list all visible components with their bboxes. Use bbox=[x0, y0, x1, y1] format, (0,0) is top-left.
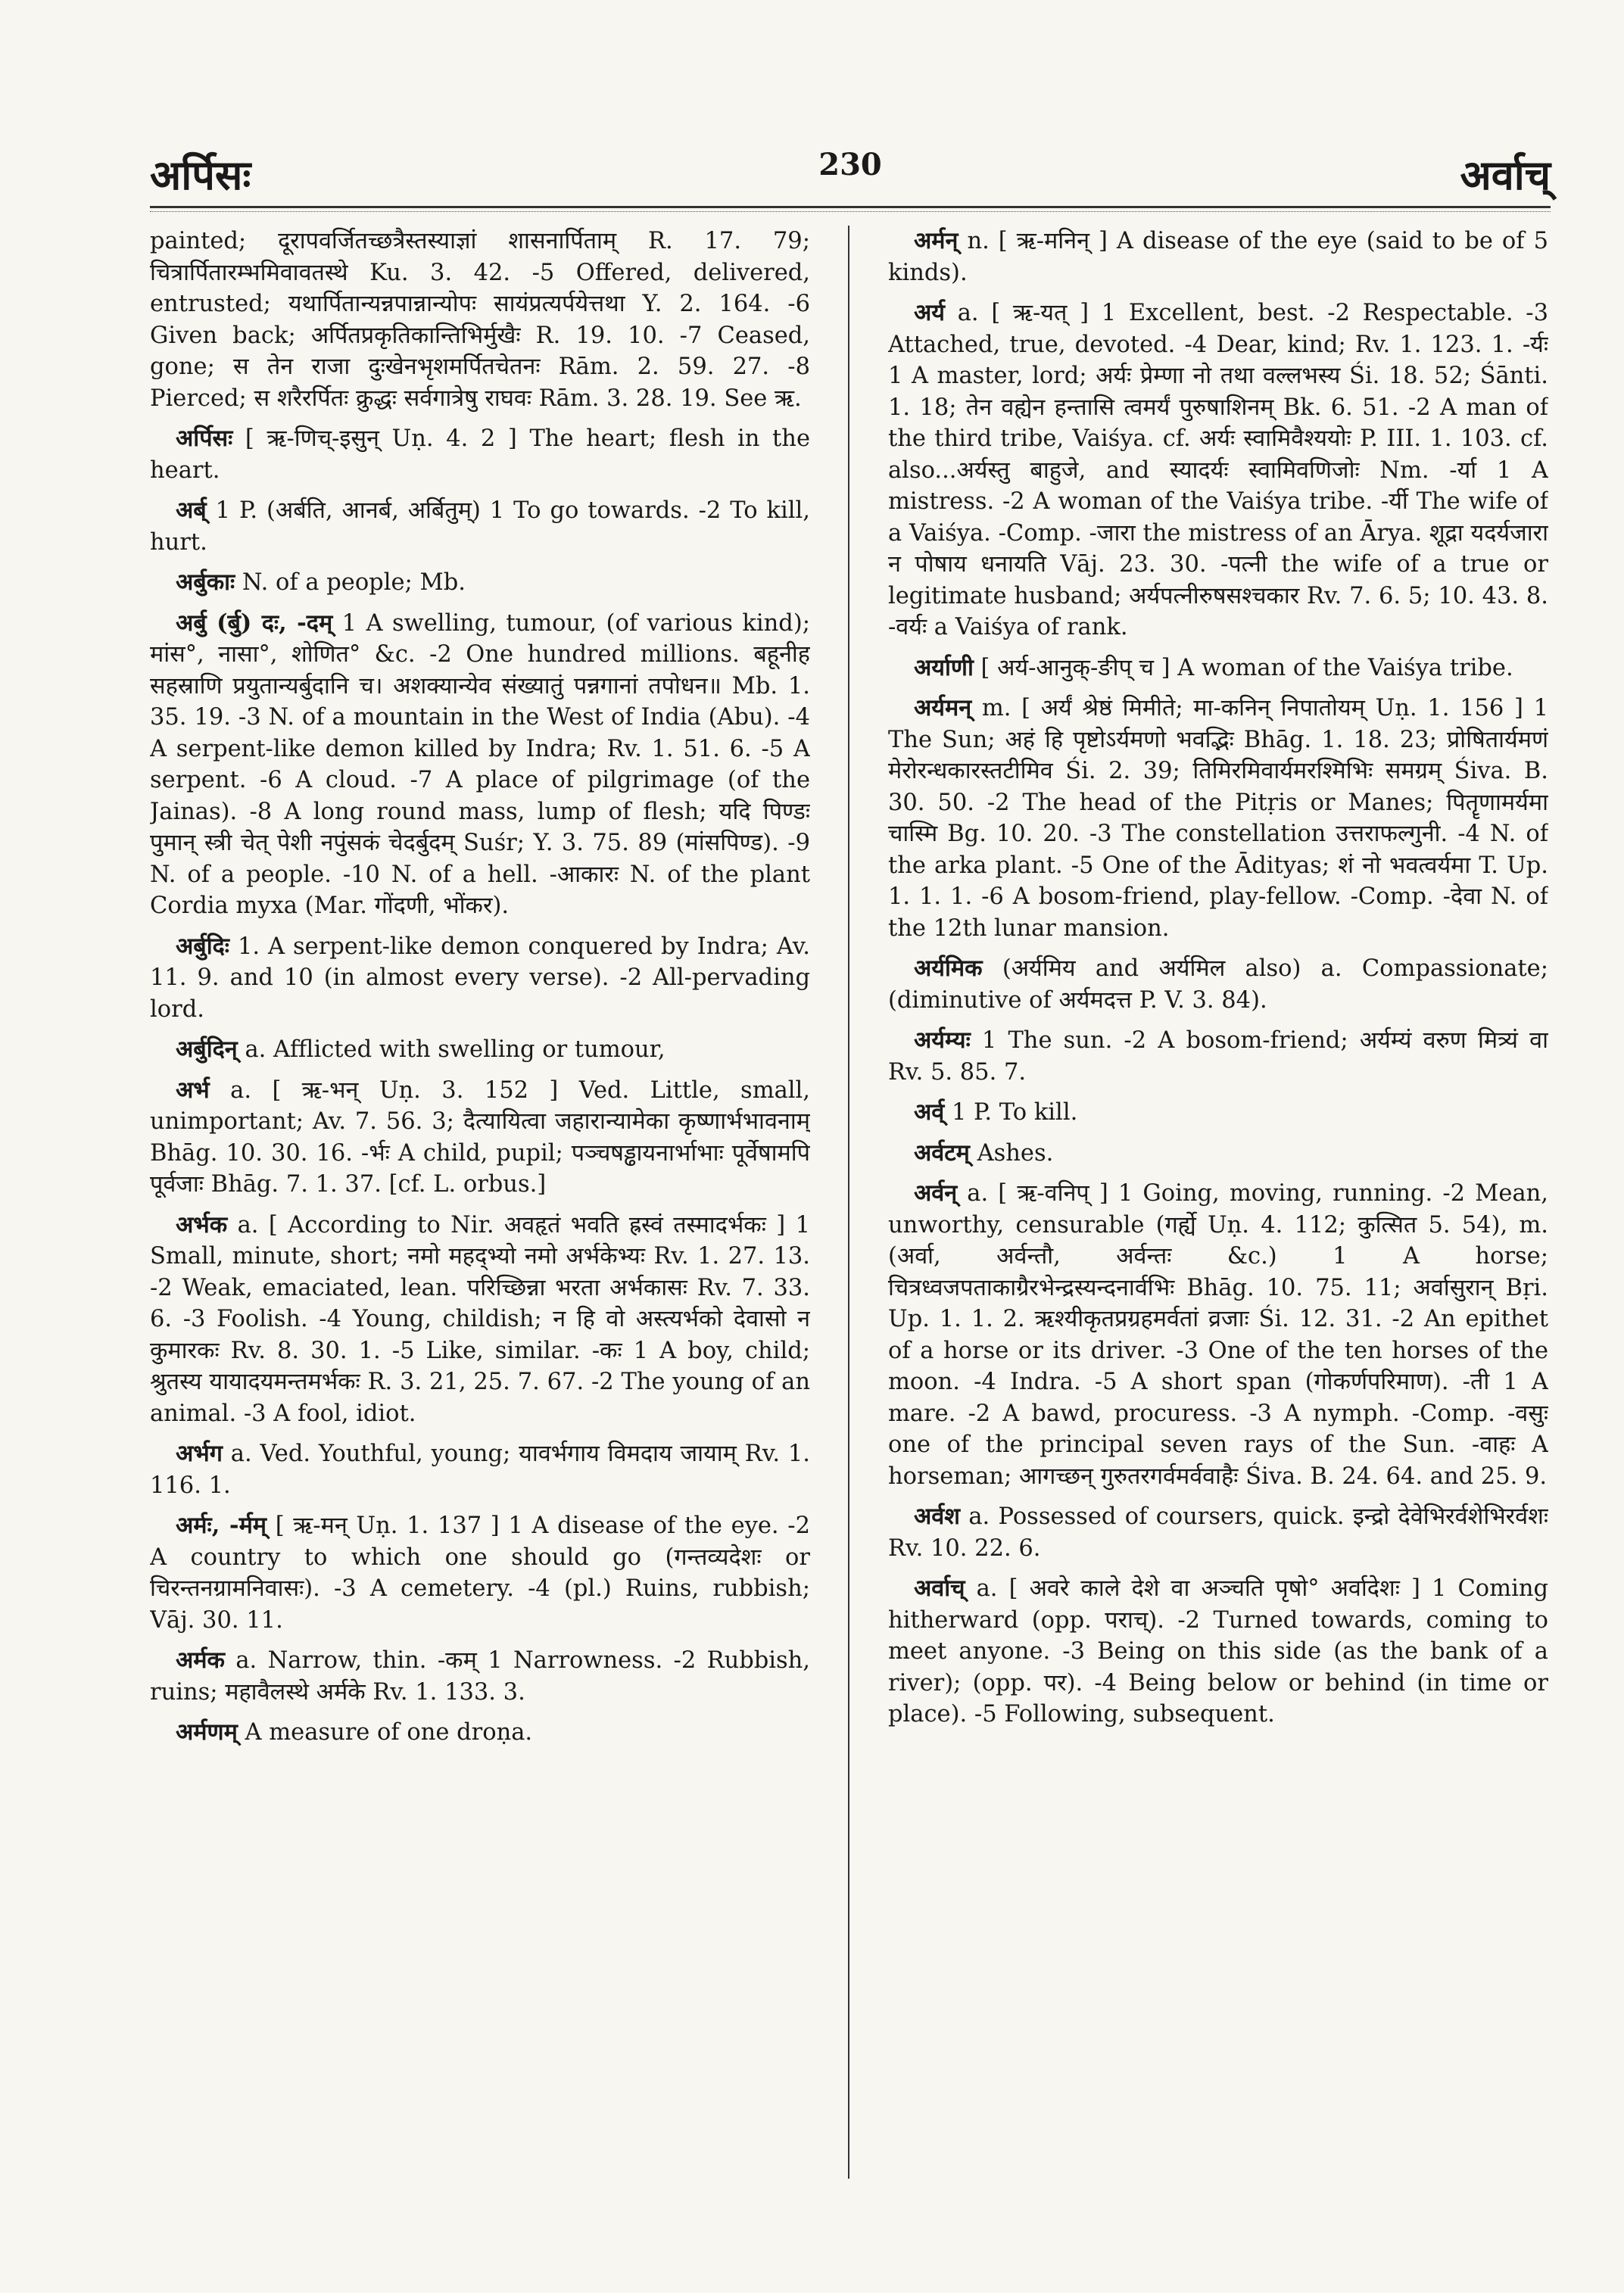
dictionary-entry bbox=[888, 1573, 1548, 1731]
entry-headword: अर्व् bbox=[914, 1098, 945, 1126]
entry-headword: अर्भक bbox=[176, 1210, 228, 1238]
entry-definition: 1 A swelling, tumour, (of various kind); मांस°, नासा°, शोणित° &c. -2 One hundred millions. बहूनीह सहस्राणि प्रयुतान्यर्बुदानि च। अशक्यान्येव संख्यातुं पन्नगानां तपोधन॥ Mb. 1. 35. 19. -3 N. of a mountain in the West of India (Abu). -4 A serpent-like demon killed by Indra; Rv. 1. 51. 6. -5 A serpent. -6 A cloud. -7 A place of pilgrimage (of the Jainas). -8 A long round mass, lump of flesh; यदि पिण्डः पुमान् स्त्री चेत् पेशी नपुंसकं चेदर्बुदम् Suśr; Y. 3. 75. 89 (मांसपिण्ड). -9 N. of a people. -10 N. of a hell. -आकारः N. of the plant Cordia myxa (Mar. गोंदणी, भोंकर). bbox=[150, 609, 810, 919]
dictionary-entry bbox=[150, 495, 810, 558]
entry-headword: अर्यमन् bbox=[914, 694, 972, 721]
right-column bbox=[888, 226, 1548, 2239]
entry-headword: अर्भग bbox=[176, 1440, 223, 1467]
entry-definition: 1 The sun. -2 A bosom-friend; अर्यम्यं वरुण मित्र्यं वा Rv. 5. 85. 7. bbox=[888, 1027, 1548, 1086]
dictionary-entry bbox=[888, 298, 1548, 643]
entry-definition: [ अर्य-आनुक्-ङीप् च ] A woman of the Vaiśya tribe. bbox=[973, 654, 1513, 681]
entry-headword: अर्य bbox=[914, 299, 945, 326]
entry-headword: अर्वाच् bbox=[914, 1575, 965, 1602]
entry-definition: a. Possessed of coursers, quick. इन्द्रो देवेभिरर्वशेभिरर्वशः Rv. 10. 22. 6. bbox=[888, 1503, 1548, 1562]
entry-definition: [ ऋ-मन् Uṇ. 1. 137 ] 1 A disease of the eye. -2 A country to which one should go (गन्तव्यदेशः or चिरन्तनग्रामनिवासः). -3 A cemetery. -4 (pl.) Ruins, rubbish; Vāj. 30. 11. bbox=[150, 1513, 810, 1634]
entry-headword: अर्याणी bbox=[914, 653, 974, 681]
entry-headword: अर्भ bbox=[176, 1076, 210, 1104]
entry-definition: 1 P. (अर्बति, आनर्ब, अर्बितुम्) 1 To go towards. -2 To kill, hurt. bbox=[150, 497, 810, 556]
dictionary-entry bbox=[888, 1501, 1548, 1564]
entry-headword: अर्वन् bbox=[914, 1179, 958, 1207]
dictionary-entry bbox=[150, 931, 810, 1026]
entry-definition: Ashes. bbox=[969, 1139, 1054, 1167]
dictionary-entry bbox=[150, 1034, 810, 1066]
entry-definition: a. [ ऋ-यत् ] 1 Excellent, best. -2 Respectable. -3 Attached, true, devoted. -4 Dear, kind; Rv. 1. 123. 1. -र्यः 1 A master, lord; अर्यः प्रेम्णा नो तथा वल्लभस्य Śi. 18. 52; Śānti. 1. 18; तेन वह्येन हन्तासि त्वमर्यं पुरुषाशिनम् Bk. 6. 51. -2 A man of the third tribe, Vaiśya. cf. अर्यः स्वामिवैश्ययोः P. III. 1. 103. cf. also...अर्यस्तु बाहुजे, and स्यादर्यः स्वामिवणिजोः Nm. -र्या 1 A mistress. -2 A woman of the Vaiśya tribe. -र्यी The wife of a Vaiśya. -Comp. -जारा the mistress of an Ārya. शूद्रा यदर्यजारा न पोषाय धनायति Vāj. 23. 30. -पत्नी the wife of a true or legitimate husband; अर्यपत्नीरुषसश्चकार Rv. 7. 6. 5; 10. 43. 8. -वर्यः a Vaiśya of rank. bbox=[888, 300, 1548, 640]
dictionary-entry bbox=[150, 608, 810, 922]
entry-headword: अर्बुदिन् bbox=[176, 1036, 238, 1063]
entry-definition: 1. A serpent-like demon conquered by Indra; Av. 11. 9. and 10 (in almost every verse). -2 All-pervading lord. bbox=[150, 933, 810, 1023]
entry-headword: अर्बुदिः bbox=[176, 932, 229, 960]
entry-headword: अर्ब् bbox=[176, 497, 207, 524]
dictionary-entry bbox=[888, 1025, 1548, 1088]
entry-definition: a. Ved. Youthful, young; यावर्भगाय विमदाय जायाम् Rv. 1. 116. 1. bbox=[150, 1441, 810, 1499]
dictionary-entry bbox=[888, 653, 1548, 684]
dictionary-entry bbox=[150, 1075, 810, 1201]
entry-definition: (अर्यमिय and अर्यमिल also) a. Compassionate; (diminutive of अर्यमदत्त P. V. 3. 84). bbox=[888, 955, 1548, 1014]
left-column bbox=[150, 226, 810, 2239]
entry-headword: अर्वटम् bbox=[914, 1139, 970, 1167]
right-running-head: अर्वाच् bbox=[1460, 151, 1551, 199]
dictionary-entry bbox=[150, 567, 810, 599]
dictionary-entry bbox=[150, 226, 810, 414]
dictionary-entry bbox=[888, 226, 1548, 288]
entry-headword: अर्यम्यः bbox=[914, 1027, 971, 1054]
column-divider bbox=[848, 226, 849, 2179]
entry-definition: painted; दूरापवर्जितच्छत्रैस्तस्याज्ञां शासनार्पिताम् R. 17. 79; चित्रार्पितारम्भमिवावतस्थे Ku. 3. 42. -5 Offered, delivered, entrusted; यथार्पितान्यन्नपान्नान्योपः सायंप्रत्यर्पयेत्तथा Y. 2. 164. -6 Given back; अर्पितप्रकृतिकान्तिभिर्मुखैः R. 19. 10. -7 Ceased, gone; स तेन राजा दुःखेनभृशमर्पितचेतनः Rām. 2. 59. 27. -8 Pierced; स शरैरर्पितः क्रुद्धः सर्वगात्रेषु राघवः Rām. 3. 28. 19. See ऋ. bbox=[150, 228, 810, 412]
dictionary-entry bbox=[888, 693, 1548, 944]
dictionary-entry bbox=[150, 1645, 810, 1708]
entry-definition: A measure of one droṇa. bbox=[237, 1719, 533, 1746]
dictionary-entry bbox=[888, 1178, 1548, 1492]
entry-definition: a. [ अवरे काले देशे वा अञ्चति पृषो° अर्वादेशः ] 1 Coming hitherward (opp. पराच्). -2 Turned towards, coming to meet anyone. -3 Being on this side (as the bank of a river); (opp. पर). -4 Being below or behind (in time or place). -5 Following, subsequent. bbox=[888, 1575, 1548, 1728]
entry-definition: a. Narrow, thin. -कम् 1 Narrowness. -2 Rubbish, ruins; महावैलस्थे अर्मके Rv. 1. 133. 3. bbox=[150, 1647, 810, 1706]
dictionary-entry bbox=[150, 423, 810, 486]
entry-definition: [ ऋ-णिच्-इसुन् Uṇ. 4. 2 ] The heart; flesh in the heart. bbox=[150, 425, 810, 484]
entry-headword: अर्मणम् bbox=[176, 1718, 238, 1746]
dictionary-entry bbox=[888, 1138, 1548, 1170]
entry-headword: अर्मः, -र्मम् bbox=[176, 1512, 267, 1539]
entry-definition: a. Afflicted with swelling or tumour, bbox=[237, 1036, 665, 1063]
dictionary-entry bbox=[150, 1510, 810, 1636]
entry-definition: a. [ According to Nir. अवहृतं भवति ह्रस्वं तस्मादर्भकः ] 1 Small, minute, short; नमो महद्भ्यो नमो अर्भकेभ्यः Rv. 1. 27. 13. -2 Weak, emaciated, lean. परिच्छिन्ना भरता अर्भकासः Rv. 7. 33. 6. -3 Foolish. -4 Young, childish; न हि वो अस्त्यर्भको देवासो न कुमारकः Rv. 8. 30. 1. -5 Like, similar. -कः 1 A boy, child; श्रुतस्य यायादयमन्तमर्भकः R. 3. 21, 25. 7. 67. -2 The young of an animal. -3 A fool, idiot. bbox=[150, 1211, 810, 1427]
page-header bbox=[150, 138, 1551, 198]
entry-headword: अर्मक bbox=[176, 1647, 225, 1674]
dictionary-entry bbox=[888, 1097, 1548, 1129]
entry-definition: a. [ ऋ-भन् Uṇ. 3. 152 ] Ved. Little, small, unimportant; Av. 7. 56. 3; दैत्यायित्वा जहारान्यामेका कृष्णार्भभावनाम् Bhāg. 10. 30. 16. -र्भः A child, pupil; पञ्चषड्ढायनार्भाभाः पूर्वेषामपि पूर्वजाः Bhāg. 7. 1. 37. [cf. L. orbus.] bbox=[150, 1076, 810, 1198]
header-rule bbox=[150, 206, 1551, 212]
entry-headword: अर्यमिक bbox=[914, 955, 983, 982]
dictionary-entry bbox=[150, 1438, 810, 1501]
entry-definition: a. [ ऋ-वनिप् ] 1 Going, moving, running. -2 Mean, unworthy, censurable (गर्ह्ये Uṇ. 4. 112; कुत्सित 5. 54), m. (अर्वा, अर्वन्तौ, अर्वन्तः &c.) 1 A horse; चित्रध्वजपताकाग्रैरभेन्द्रस्यन्दनार्वभिः Bhāg. 10. 75. 11; अर्वासुरान् Bṛi. Up. 1. 1. 2. ऋश्यीकृतप्रग्रहमर्वतां व्रजाः Śi. 12. 31. -2 An epithet of a horse or its driver. -3 One of the ten horses of the moon. -4 Indra. -5 A short span (गोकर्णपरिमाण). -ती 1 A mare. -2 A bawd, procuress. -3 A nymph. -Comp. -वसुः one of the principal seven rays of the Sun. -वाहः A horseman; आगच्छन् गुरुतरगर्वमर्ववाहैः Śiva. B. 24. 64. and 25. 9. bbox=[888, 1180, 1548, 1490]
entry-definition: n. [ ऋ-मनिन् ] A disease of the eye (said to be of 5 kinds). bbox=[888, 228, 1548, 286]
left-running-head: अर्पिसः bbox=[150, 151, 251, 199]
entry-definition: m. [ अर्यं श्रेष्ठं मिमीते; मा-कनिन् निपातोयम् Uṇ. 1. 156 ] 1 The Sun; अहं हि पृष्टोऽर्यमणो भवद्भिः Bhāg. 1. 18. 23; प्रोषितार्यमणं मेरोरन्धकारस्तटीमिव Śi. 2. 39; तिमिरमिवार्यमरश्मिभिः समग्रम् Śiva. B. 30. 50. -2 The head of the Pitṛis or Manes; पितॄणामर्यमा चास्मि Bg. 10. 20. -3 The constellation उत्तराफल्गुनी. -4 N. of the arka plant. -5 One of the Ādityas; शं नो भवत्वर्यमा T. Up. 1. 1. 1. -6 A bosom-friend, play-fellow. -Comp. -देवा N. of the 12th lunar mansion. bbox=[888, 695, 1548, 942]
entry-definition: N. of a people; Mb. bbox=[235, 569, 466, 596]
page-number: 230 bbox=[818, 147, 882, 182]
entry-headword: अर्बु (र्बु) दः, -दम् bbox=[176, 609, 333, 637]
entry-definition: 1 P. To kill. bbox=[944, 1099, 1078, 1126]
dictionary-entry bbox=[888, 953, 1548, 1016]
entry-headword: अर्बुकाः bbox=[176, 569, 235, 596]
entry-headword: अर्वश bbox=[914, 1503, 960, 1530]
entry-headword: अर्मन् bbox=[914, 227, 959, 254]
entry-headword: अर्पिसः bbox=[176, 425, 233, 452]
dictionary-entry bbox=[150, 1210, 810, 1430]
dictionary-entry bbox=[150, 1717, 810, 1749]
